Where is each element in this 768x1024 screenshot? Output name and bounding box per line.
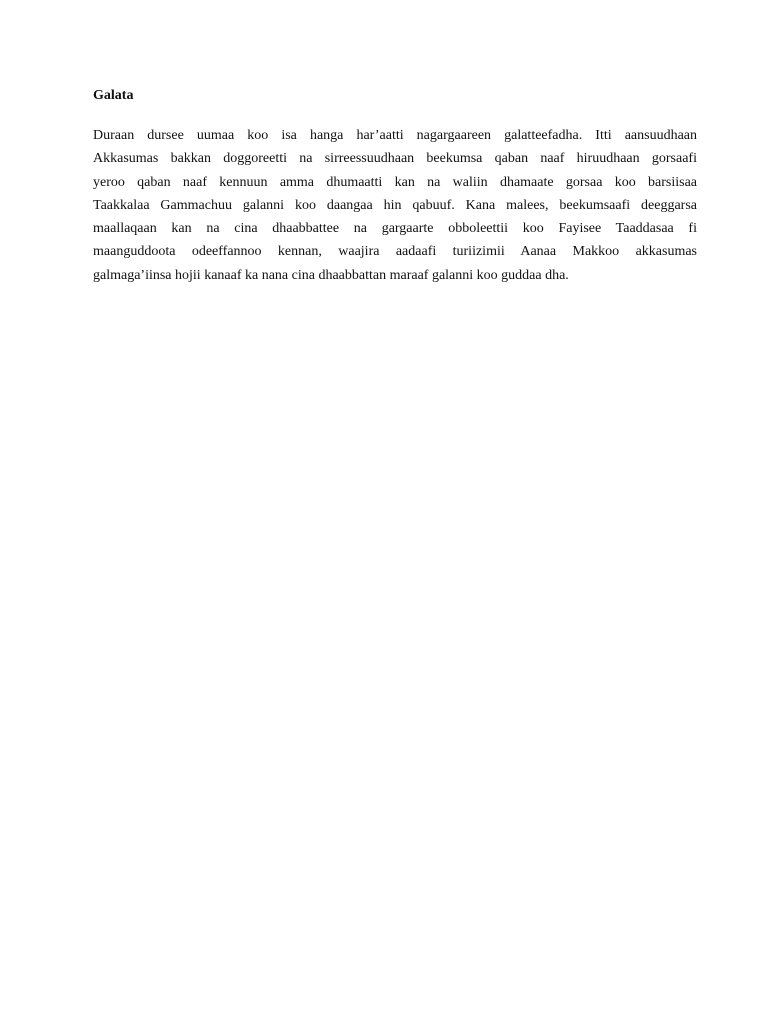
- paragraph-line: Duraan dursee uumaa koo isa hanga har’aatti nagargaareen galatteefadha. Itti aansuudhaan: [93, 128, 697, 143]
- paragraph-line: maallaqaan kan na cina dhaabbattee na gargaarte obboleettii koo Fayisee Taaddasaa fi: [93, 221, 697, 237]
- acknowledgement-paragraph: [93, 124, 697, 287]
- section-heading: Galata: [93, 88, 134, 103]
- paragraph-line: yeroo qaban naaf kennuun amma dhumaatti kan na waliin dhamaate gorsaa koo barsiisaa: [93, 174, 697, 190]
- paragraph-line: Akkasumas bakkan doggoreetti na sirreessuudhaan beekumsa qaban naaf hiruudhaan gorsaafi: [93, 151, 697, 167]
- paragraph-line: Taakkalaa Gammachuu galanni koo daangaa hin qabuuf. Kana malees, beekumsaafi deeggarsa: [93, 197, 697, 213]
- document-content: [93, 86, 697, 287]
- paragraph-line: galmaga’iinsa hojii kanaaf ka nana cina dhaabbattan maraaf galanni koo guddaa dha.: [93, 267, 569, 283]
- paragraph-line: maanguddoota odeeffannoo kennan, waajira aadaafi turiizimii Aanaa Makkoo akkasumas: [93, 244, 697, 260]
